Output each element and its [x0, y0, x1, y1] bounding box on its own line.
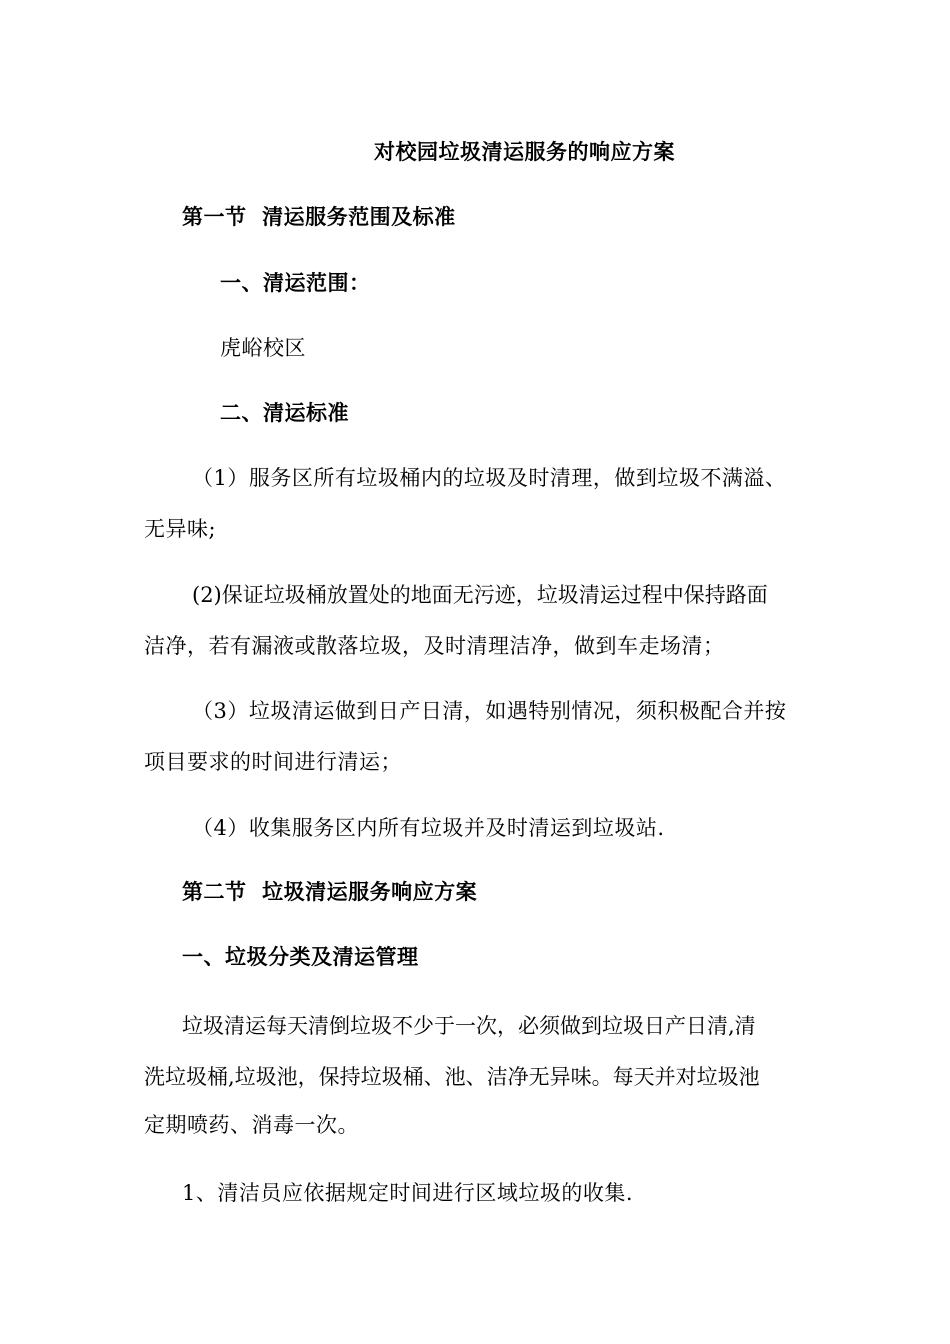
list-item-1: 1、清洁员应依据规定时间进行区域垃圾的收集.: [182, 1181, 634, 1205]
standard-item-2-line-1: (2)保证垃圾桶放置处的地面无污迹，垃圾清运过程中保持路面: [192, 583, 768, 607]
paragraph-line-3: 定期喷药、消毒一次。: [144, 1113, 359, 1137]
section-2-heading: 第二节 垃圾清运服务响应方案: [182, 879, 478, 904]
standard-item-2-line-2: 洁净，若有漏液或散落垃圾，及时清理洁净，做到车走场清；: [144, 634, 725, 658]
scope-text: 虎峪校区: [220, 336, 306, 360]
standard-item-4-line-1: （4）收集服务区内所有垃圾并及时清运到垃圾站.: [192, 816, 665, 840]
standard-item-1-line-2: 无异味;: [144, 517, 217, 541]
document-title: 对校园垃圾清运服务的响应方案: [374, 139, 675, 164]
paragraph-line-2: 洗垃圾桶,垃圾池，保持垃圾桶、池、洁净无异味。每天并对垃圾池: [144, 1065, 760, 1089]
standard-item-3-line-1: （3）垃圾清运做到日产日清，如遇特别情况，须积极配合并按: [192, 699, 787, 723]
scope-heading: 一、清运范围：: [220, 270, 371, 295]
standard-heading: 二、清运标准: [220, 400, 349, 425]
sorting-heading: 一、垃圾分类及清运管理: [182, 944, 419, 969]
standard-item-3-line-2: 项目要求的时间进行清运；: [144, 750, 402, 774]
section-1-heading: 第一节 清运服务范围及标准: [182, 204, 456, 229]
paragraph-line-1: 垃圾清运每天清倒垃圾不少于一次，必须做到垃圾日产日清,清: [182, 1014, 756, 1038]
standard-item-1-line-1: （1）服务区所有垃圾桶内的垃圾及时清理，做到垃圾不满溢、: [192, 466, 787, 490]
